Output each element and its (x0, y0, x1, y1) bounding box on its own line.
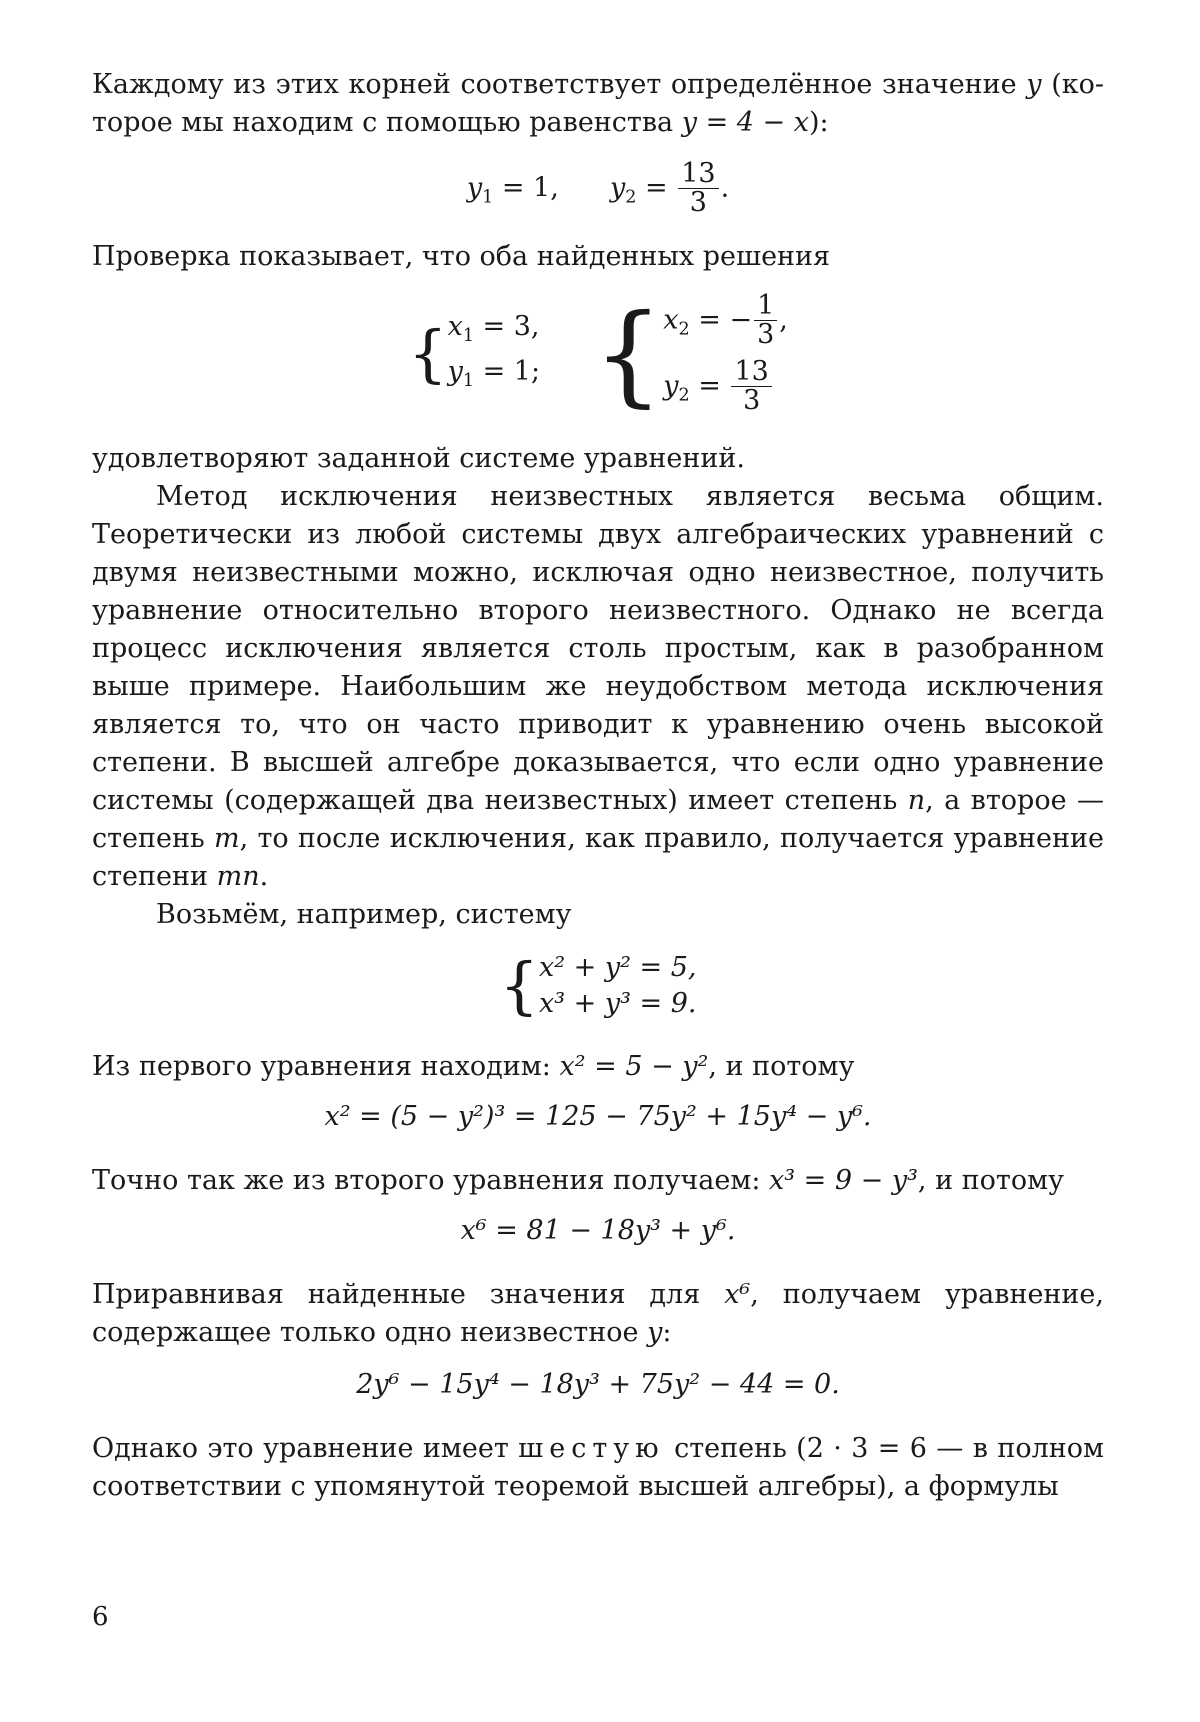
paragraph-1: Каждому из этих корней соответствует определённое значение y (ко-торое мы находим с помощью равенства y = 4 − x): (92, 69, 1104, 138)
paragraph-7: Точно так же из второго уравнения получаем: x³ = 9 − y³, и потому (92, 1165, 1064, 1196)
fraction: $\frac{13}{3}$ (678, 160, 718, 218)
paragraph-6: Из первого уравнения находим: x² = 5 − y², и потому (92, 1051, 855, 1082)
left-brace-icon: { (499, 949, 539, 1022)
formula-system: { x² + y² = 5, x³ + y³ = 9. (499, 949, 697, 1022)
paragraph-4: Метод исключения неизвестных является весьма общим. Теоретически из любой системы двух алгебраических уравнений с двумя неизвестными можно, исключая одно неизвестное, получить уравнение относительно второго неизвестного. Однако не всегда процесс исключения является столь простым, как в разобранном выше примере. Наибольшим же неудобством метода исключения является то, что он часто приводит к уравнению очень высокой степени. В высшей алгебре доказывается, что если одно уравнение системы (содержащей два неизвестных) имеет степень n, а второе — степень m, то после исключения, как правило, получается уравнение степени mn. (92, 481, 1104, 892)
page-body (92, 66, 1104, 1506)
left-brace-icon: { (593, 289, 664, 418)
paragraph-3: удовлетворяют заданной системе уравнений. (92, 443, 745, 474)
formula-equation-y: 2y⁶ − 15y⁴ − 18y³ + 75y² − 44 = 0. (356, 1369, 840, 1400)
system-1: { $x_1 = 3$, $y_1 = 1$; (408, 310, 541, 391)
formula-x2: x² = (5 − y²)³ = 125 − 75y² + 15y⁴ − y⁶. (324, 1101, 872, 1132)
formula-x6: x⁶ = 81 − 18y³ + y⁶. (460, 1215, 736, 1246)
paragraph-5: Возьмём, например, систему (156, 899, 572, 930)
system-2: { $x_2$ = − $\frac{1}{3}$ , $y_2$ = $\frac{13}{3}$ (593, 289, 788, 418)
paragraph-2: Проверка показывает, что оба найденных решения (92, 241, 831, 272)
page-number: 6 (92, 1602, 109, 1632)
paragraph-9: Однако это уравнение имеет шестую степень (2 · 3 = 6 — в полном соответствии с упомянутой теоремой высшей алгебры), а формулы (92, 1433, 1104, 1502)
paragraph-8: Приравнивая найденные значения для x⁶, получаем уравнение, содержащее только одно неизвестное y: (92, 1279, 1104, 1348)
formula-solutions (92, 289, 1104, 422)
formula-y-values: $y_1 = 1$, $y_2$ = $\frac{13}{3}$ . (466, 158, 730, 219)
left-brace-icon: { (408, 316, 448, 390)
